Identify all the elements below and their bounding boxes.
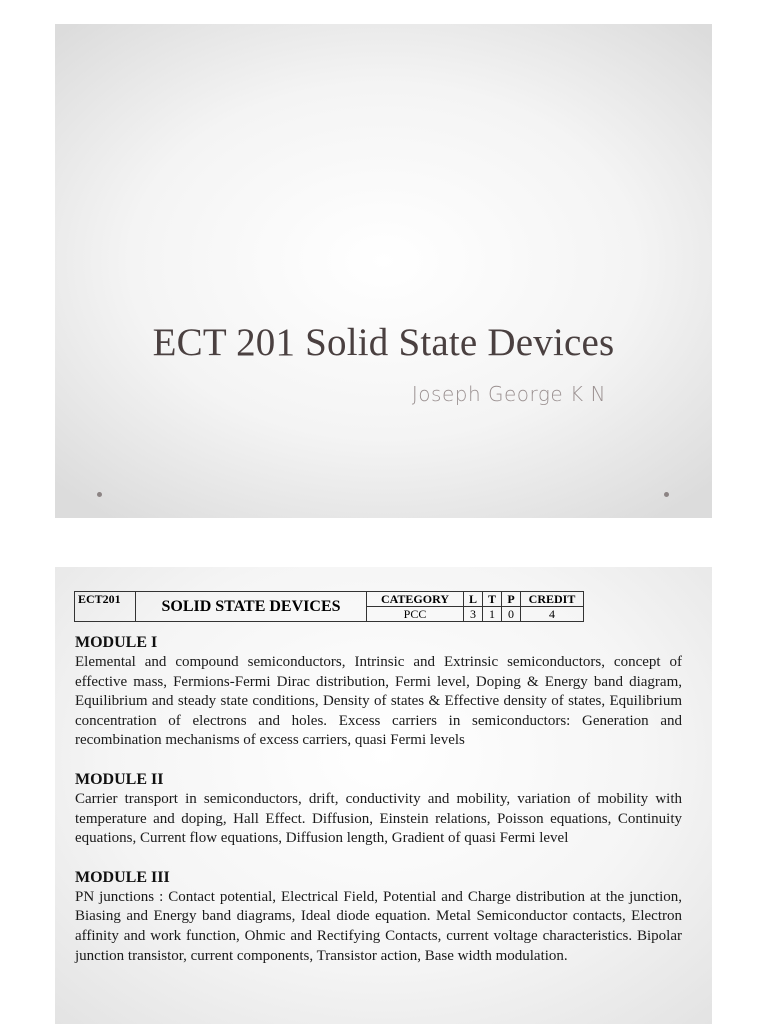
course-info-table: [74, 591, 584, 622]
module-body: Carrier transport in semiconductors, drift, conductivity and mobility, variation of mobility with temperature and doping, Hall Effect. Diffusion, Einstein relations, Poisson equations, Continuity equations, Current flow equations, Diffusion length, Gradient of quasi Fermi level: [75, 790, 682, 847]
slide-author: Joseph George K N: [411, 382, 606, 406]
module-title: MODULE I: [75, 634, 158, 651]
module-section: [75, 770, 682, 849]
bullet-dot-right: [664, 492, 669, 497]
credit-header: CREDIT: [521, 592, 584, 607]
course-code: ECT201: [75, 592, 136, 622]
t-header: T: [483, 592, 502, 607]
module-section: [75, 633, 682, 751]
l-value: 3: [464, 607, 483, 622]
l-header: L: [464, 592, 483, 607]
title-slide: [55, 24, 712, 518]
modules-list: [75, 633, 682, 985]
category-value: PCC: [367, 607, 464, 622]
credit-value: 4: [521, 607, 584, 622]
module-body: Elemental and compound semiconductors, Intrinsic and Extrinsic semiconductors, concept of effective mass, Fermions-Fermi Dirac distribution, Fermi level, Doping & Energy band diagram, Equilibrium and steady state conditions, Density of states & Effective density of states, Equilibrium concentration of electrons and holes. Excess carriers in semiconductors: Generation and recombination mechanisms of excess carriers, quasi Fermi levels: [75, 654, 682, 749]
module-title: MODULE III: [75, 868, 170, 886]
bullet-dot-left: [97, 492, 102, 497]
course-name: SOLID STATE DEVICES: [136, 592, 367, 622]
module-body: PN junctions : Contact potential, Electrical Field, Potential and Charge distribution at the junction, Biasing and Energy band diagrams, Ideal diode equation. Metal Semiconductor contacts, Electron affinity and work function, Ohmic and Rectifying Contacts, current voltage characteristics. Bipolar junction transistor, current components, Transistor action, Base width modulation.: [75, 888, 682, 964]
t-value: 1: [483, 607, 502, 622]
p-value: 0: [502, 607, 521, 622]
syllabus-slide: [55, 567, 712, 1024]
module-title: MODULE II: [75, 770, 164, 788]
category-header: CATEGORY: [367, 592, 464, 607]
module-section: [75, 868, 682, 966]
slide-title: ECT 201 Solid State Devices: [152, 321, 615, 364]
p-header: P: [502, 592, 521, 607]
course-header-row: [75, 592, 584, 607]
